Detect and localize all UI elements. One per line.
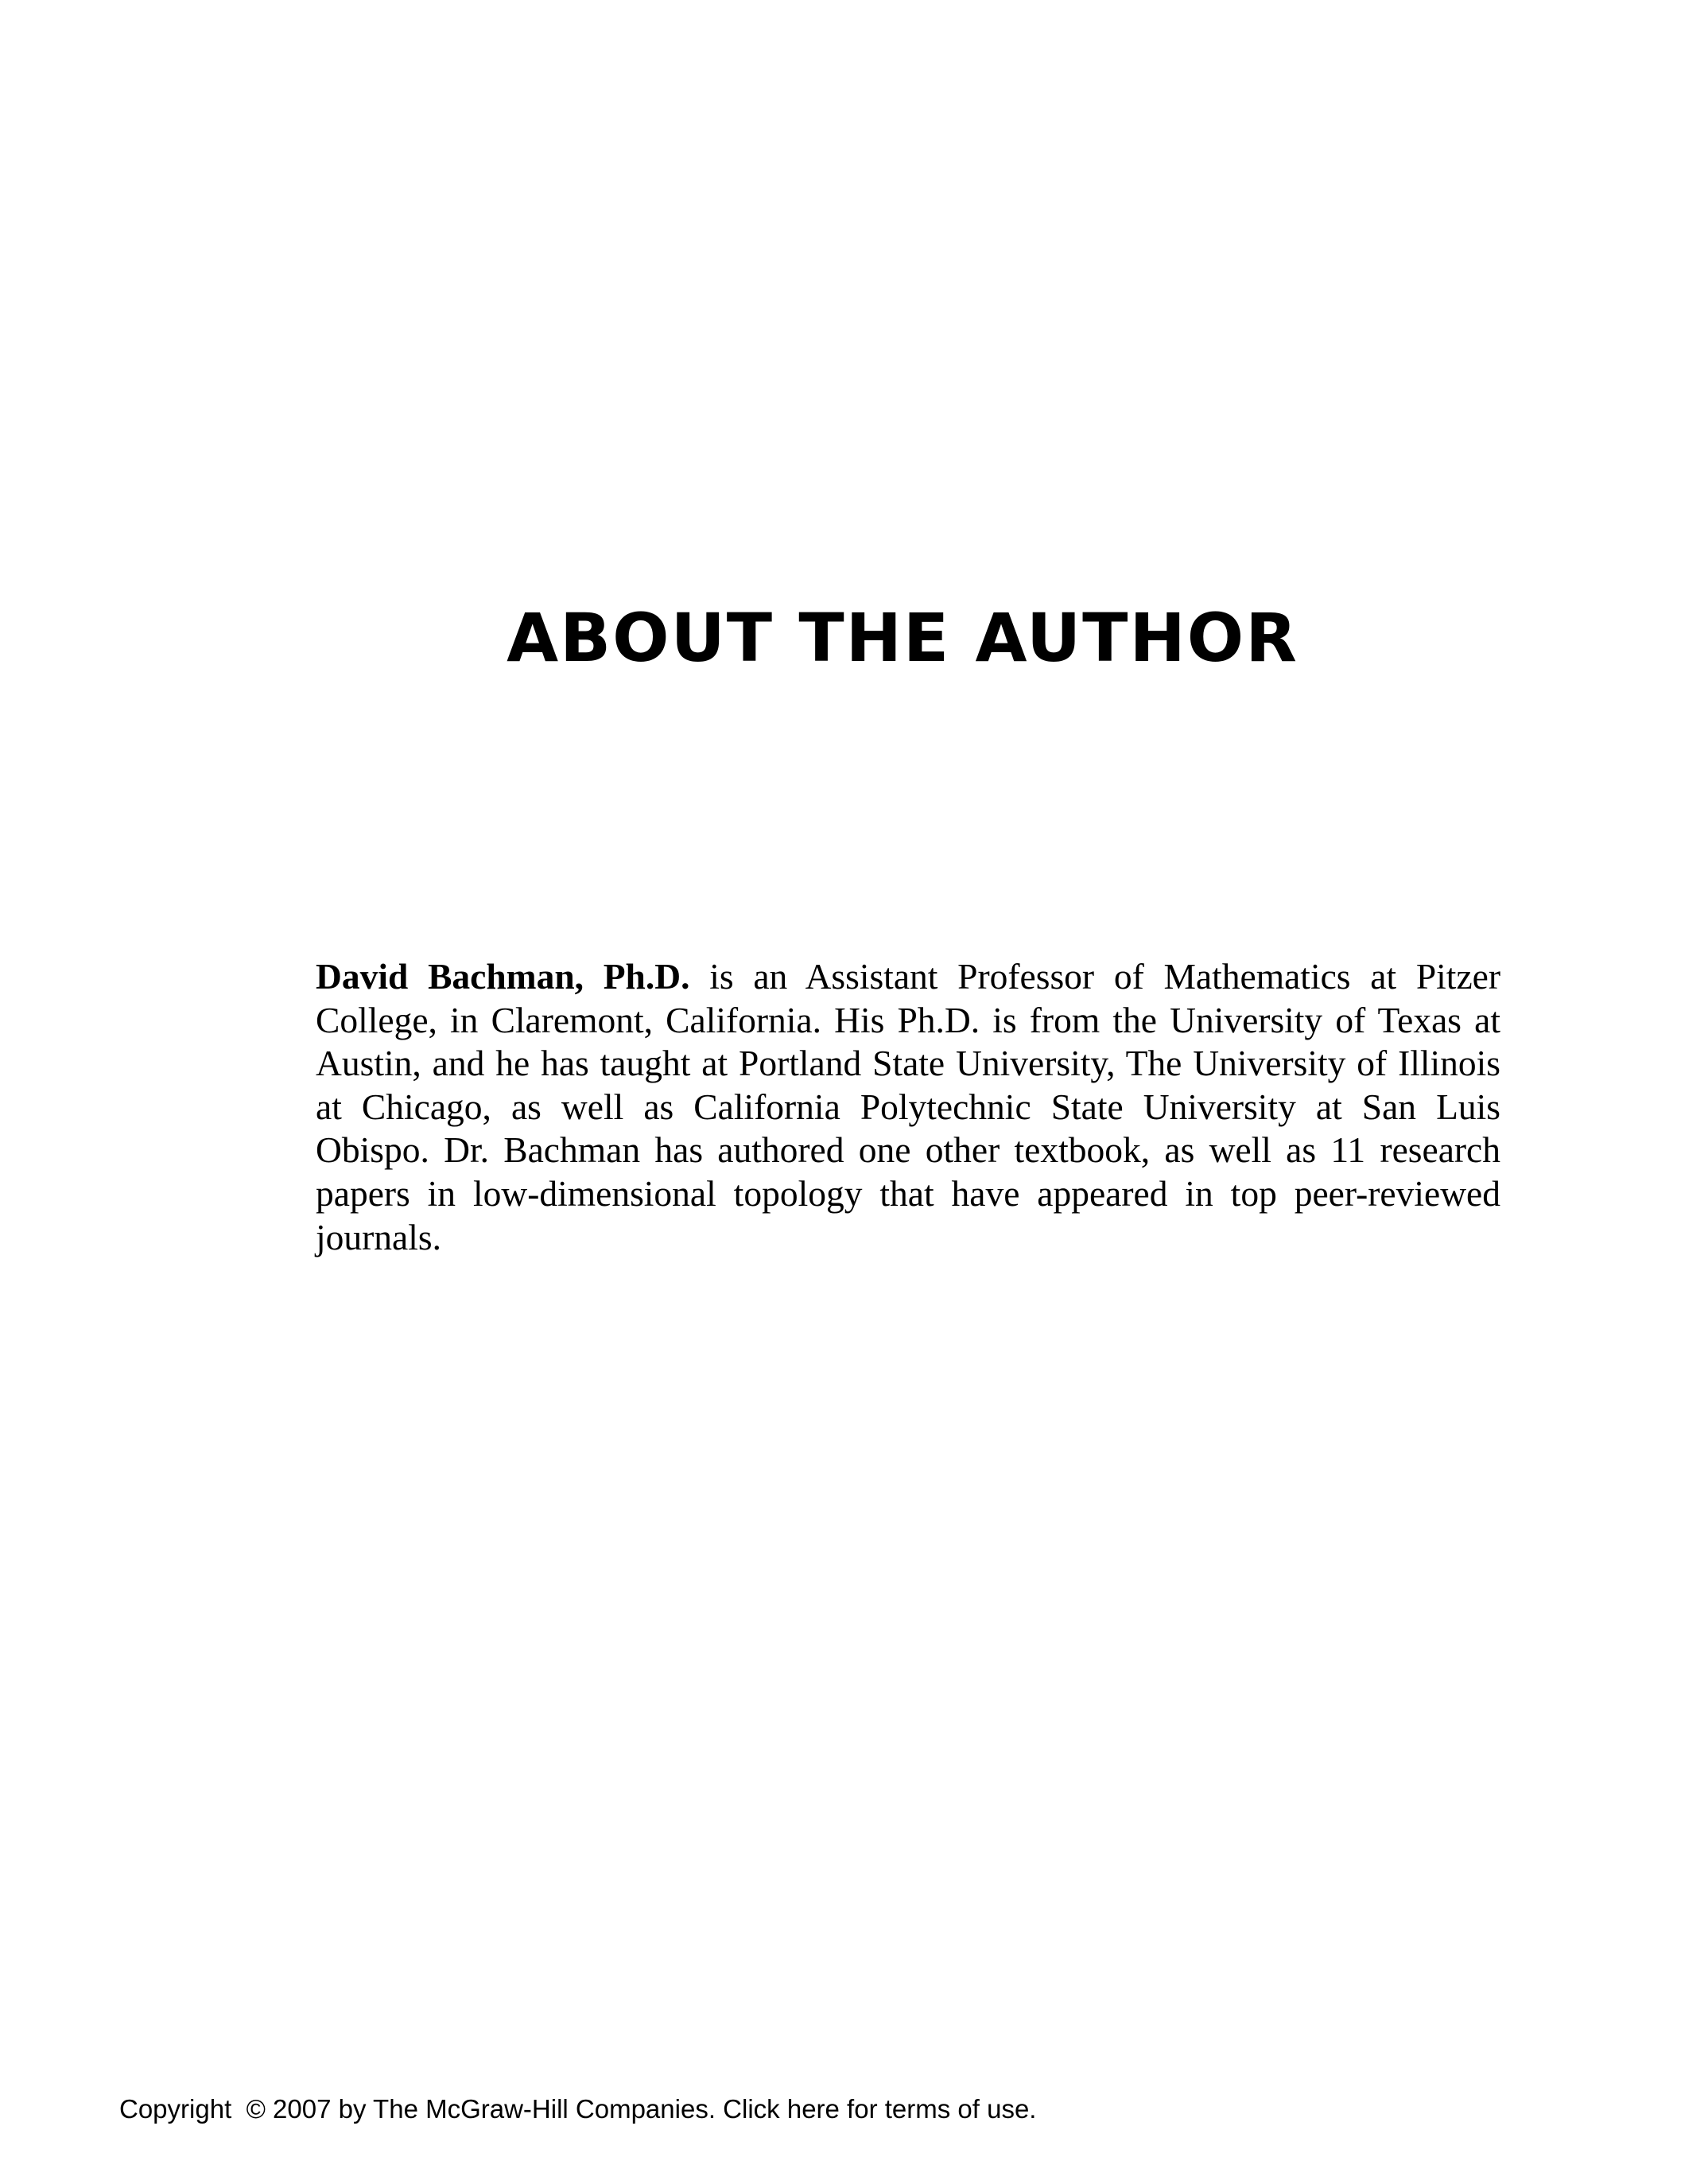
author-name: David Bachman, Ph.D. (316, 956, 690, 997)
page-title: ABOUT THE AUTHOR (507, 599, 1298, 677)
copyright-footer (119, 2093, 1036, 2125)
author-bio (316, 955, 1500, 1259)
terms-of-use-link[interactable]: Click here for terms of use. (723, 2094, 1037, 2124)
author-bio-text: is an Assistant Professor of Mathematics at Pitzer College, in Claremont, California. His Ph.D. is from the University of Texas at Austin, and he has taught at Portland State University, The University of Illinois at Chicago, as well as California Polytechnic State University at San Luis Obispo. Dr. Bachman has authored one other textbook, as well as 11 research papers in low-dimensional topology that have appeared in top peer-reviewed journals. (316, 956, 1500, 1257)
copyright-text: Copyright © 2007 by The McGraw-Hill Companies. (119, 2094, 716, 2124)
